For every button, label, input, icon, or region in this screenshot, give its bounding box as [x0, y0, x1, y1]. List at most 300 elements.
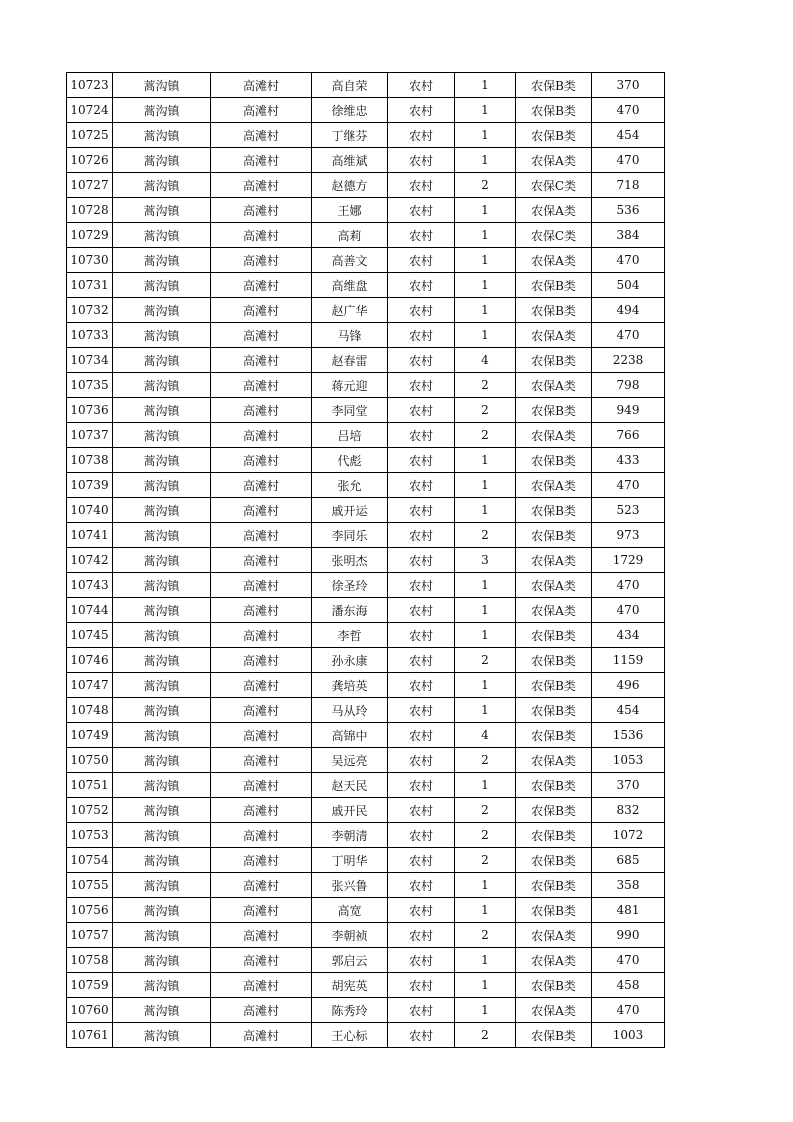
member-count-cell: 1 — [455, 148, 516, 173]
town-cell: 蒿沟镇 — [113, 498, 211, 523]
village-cell: 高滩村 — [211, 73, 312, 98]
table-row — [67, 723, 665, 748]
table-row — [67, 523, 665, 548]
village-cell: 高滩村 — [211, 223, 312, 248]
village-cell: 高滩村 — [211, 323, 312, 348]
member-count-cell: 2 — [455, 798, 516, 823]
table-row — [67, 973, 665, 998]
category-cell: 农保A类 — [516, 998, 592, 1023]
table-row — [67, 448, 665, 473]
town-cell: 蒿沟镇 — [113, 198, 211, 223]
name-cell: 高自荣 — [312, 73, 388, 98]
town-cell: 蒿沟镇 — [113, 673, 211, 698]
village-cell: 高滩村 — [211, 998, 312, 1023]
name-cell: 代彪 — [312, 448, 388, 473]
town-cell: 蒿沟镇 — [113, 798, 211, 823]
table-row — [67, 248, 665, 273]
amount-cell: 1072 — [592, 823, 665, 848]
category-cell: 农保B类 — [516, 448, 592, 473]
village-cell: 高滩村 — [211, 1023, 312, 1048]
amount-cell: 1536 — [592, 723, 665, 748]
town-cell: 蒿沟镇 — [113, 873, 211, 898]
household-type-cell: 农村 — [388, 323, 455, 348]
village-cell: 高滩村 — [211, 423, 312, 448]
town-cell: 蒿沟镇 — [113, 998, 211, 1023]
village-cell: 高滩村 — [211, 648, 312, 673]
category-cell: 农保B类 — [516, 898, 592, 923]
member-count-cell: 1 — [455, 198, 516, 223]
name-cell: 赵春雷 — [312, 348, 388, 373]
household-type-cell: 农村 — [388, 398, 455, 423]
household-type-cell: 农村 — [388, 498, 455, 523]
village-cell: 高滩村 — [211, 823, 312, 848]
name-cell: 高莉 — [312, 223, 388, 248]
village-cell: 高滩村 — [211, 848, 312, 873]
table-row — [67, 923, 665, 948]
amount-cell: 470 — [592, 148, 665, 173]
member-count-cell: 1 — [455, 498, 516, 523]
village-cell: 高滩村 — [211, 698, 312, 723]
village-cell: 高滩村 — [211, 573, 312, 598]
household-type-cell: 农村 — [388, 298, 455, 323]
table-row — [67, 748, 665, 773]
member-count-cell: 2 — [455, 1023, 516, 1048]
name-cell: 潘东海 — [312, 598, 388, 623]
town-cell: 蒿沟镇 — [113, 598, 211, 623]
amount-cell: 523 — [592, 498, 665, 523]
record-id-cell: 10728 — [67, 198, 113, 223]
village-cell: 高滩村 — [211, 723, 312, 748]
member-count-cell: 2 — [455, 523, 516, 548]
member-count-cell: 2 — [455, 648, 516, 673]
village-cell: 高滩村 — [211, 348, 312, 373]
household-type-cell: 农村 — [388, 548, 455, 573]
village-cell: 高滩村 — [211, 98, 312, 123]
amount-cell: 1003 — [592, 1023, 665, 1048]
record-id-cell: 10742 — [67, 548, 113, 573]
amount-cell: 766 — [592, 423, 665, 448]
household-type-cell: 农村 — [388, 523, 455, 548]
amount-cell: 470 — [592, 98, 665, 123]
amount-cell: 685 — [592, 848, 665, 873]
member-count-cell: 1 — [455, 473, 516, 498]
member-count-cell: 1 — [455, 673, 516, 698]
amount-cell: 1053 — [592, 748, 665, 773]
village-cell: 高滩村 — [211, 923, 312, 948]
village-cell: 高滩村 — [211, 773, 312, 798]
record-id-cell: 10752 — [67, 798, 113, 823]
household-type-cell: 农村 — [388, 998, 455, 1023]
town-cell: 蒿沟镇 — [113, 973, 211, 998]
name-cell: 张兴鲁 — [312, 873, 388, 898]
village-cell: 高滩村 — [211, 173, 312, 198]
household-type-cell: 农村 — [388, 673, 455, 698]
record-id-cell: 10746 — [67, 648, 113, 673]
village-cell: 高滩村 — [211, 473, 312, 498]
category-cell: 农保B类 — [516, 123, 592, 148]
household-type-cell: 农村 — [388, 848, 455, 873]
member-count-cell: 1 — [455, 223, 516, 248]
record-id-cell: 10732 — [67, 298, 113, 323]
town-cell: 蒿沟镇 — [113, 98, 211, 123]
member-count-cell: 1 — [455, 973, 516, 998]
amount-cell: 470 — [592, 948, 665, 973]
household-type-cell: 农村 — [388, 223, 455, 248]
name-cell: 吴远亮 — [312, 748, 388, 773]
member-count-cell: 1 — [455, 623, 516, 648]
category-cell: 农保B类 — [516, 73, 592, 98]
village-cell: 高滩村 — [211, 273, 312, 298]
category-cell: 农保A类 — [516, 198, 592, 223]
member-count-cell: 1 — [455, 248, 516, 273]
table-row — [67, 298, 665, 323]
record-id-cell: 10735 — [67, 373, 113, 398]
village-cell: 高滩村 — [211, 748, 312, 773]
category-cell: 农保A类 — [516, 473, 592, 498]
member-count-cell: 4 — [455, 723, 516, 748]
household-type-cell: 农村 — [388, 98, 455, 123]
member-count-cell: 1 — [455, 298, 516, 323]
member-count-cell: 2 — [455, 823, 516, 848]
village-cell: 高滩村 — [211, 673, 312, 698]
member-count-cell: 3 — [455, 548, 516, 573]
amount-cell: 358 — [592, 873, 665, 898]
category-cell: 农保B类 — [516, 498, 592, 523]
name-cell: 高维盘 — [312, 273, 388, 298]
table-row — [67, 198, 665, 223]
table-row — [67, 1023, 665, 1048]
name-cell: 龚培英 — [312, 673, 388, 698]
table-row — [67, 648, 665, 673]
household-type-cell: 农村 — [388, 623, 455, 648]
record-id-cell: 10730 — [67, 248, 113, 273]
name-cell: 马锋 — [312, 323, 388, 348]
town-cell: 蒿沟镇 — [113, 373, 211, 398]
record-id-cell: 10759 — [67, 973, 113, 998]
member-count-cell: 1 — [455, 873, 516, 898]
name-cell: 张允 — [312, 473, 388, 498]
household-type-cell: 农村 — [388, 948, 455, 973]
category-cell: 农保B类 — [516, 398, 592, 423]
amount-cell: 470 — [592, 473, 665, 498]
category-cell: 农保B类 — [516, 848, 592, 873]
record-id-cell: 10761 — [67, 1023, 113, 1048]
household-type-cell: 农村 — [388, 873, 455, 898]
category-cell: 农保B类 — [516, 273, 592, 298]
name-cell: 蒋元迎 — [312, 373, 388, 398]
amount-cell: 536 — [592, 198, 665, 223]
member-count-cell: 2 — [455, 373, 516, 398]
name-cell: 陈秀玲 — [312, 998, 388, 1023]
town-cell: 蒿沟镇 — [113, 1023, 211, 1048]
record-id-cell: 10751 — [67, 773, 113, 798]
town-cell: 蒿沟镇 — [113, 723, 211, 748]
household-type-cell: 农村 — [388, 273, 455, 298]
table-row — [67, 598, 665, 623]
table-row — [67, 98, 665, 123]
category-cell: 农保A类 — [516, 573, 592, 598]
record-id-cell: 10734 — [67, 348, 113, 373]
record-id-cell: 10731 — [67, 273, 113, 298]
household-type-cell: 农村 — [388, 773, 455, 798]
table-row — [67, 173, 665, 198]
category-cell: 农保B类 — [516, 348, 592, 373]
town-cell: 蒿沟镇 — [113, 398, 211, 423]
village-cell: 高滩村 — [211, 498, 312, 523]
record-id-cell: 10736 — [67, 398, 113, 423]
village-cell: 高滩村 — [211, 523, 312, 548]
member-count-cell: 2 — [455, 848, 516, 873]
member-count-cell: 1 — [455, 998, 516, 1023]
category-cell: 农保A类 — [516, 423, 592, 448]
record-id-cell: 10753 — [67, 823, 113, 848]
member-count-cell: 1 — [455, 573, 516, 598]
village-cell: 高滩村 — [211, 873, 312, 898]
amount-cell: 470 — [592, 598, 665, 623]
village-cell: 高滩村 — [211, 448, 312, 473]
village-cell: 高滩村 — [211, 123, 312, 148]
town-cell: 蒿沟镇 — [113, 573, 211, 598]
records-table — [66, 72, 665, 1048]
name-cell: 李哲 — [312, 623, 388, 648]
table-row — [67, 223, 665, 248]
amount-cell: 494 — [592, 298, 665, 323]
household-type-cell: 农村 — [388, 248, 455, 273]
name-cell: 李朝清 — [312, 823, 388, 848]
member-count-cell: 2 — [455, 923, 516, 948]
category-cell: 农保B类 — [516, 973, 592, 998]
name-cell: 胡宪英 — [312, 973, 388, 998]
household-type-cell: 农村 — [388, 148, 455, 173]
table-row — [67, 798, 665, 823]
table-row — [67, 423, 665, 448]
village-cell: 高滩村 — [211, 948, 312, 973]
record-id-cell: 10740 — [67, 498, 113, 523]
category-cell: 农保A类 — [516, 923, 592, 948]
household-type-cell: 农村 — [388, 123, 455, 148]
name-cell: 丁明华 — [312, 848, 388, 873]
member-count-cell: 1 — [455, 273, 516, 298]
amount-cell: 470 — [592, 323, 665, 348]
town-cell: 蒿沟镇 — [113, 148, 211, 173]
category-cell: 农保A类 — [516, 748, 592, 773]
record-id-cell: 10725 — [67, 123, 113, 148]
name-cell: 赵天民 — [312, 773, 388, 798]
village-cell: 高滩村 — [211, 623, 312, 648]
category-cell: 农保C类 — [516, 173, 592, 198]
member-count-cell: 1 — [455, 773, 516, 798]
category-cell: 农保B类 — [516, 773, 592, 798]
category-cell: 农保B类 — [516, 98, 592, 123]
name-cell: 李同堂 — [312, 398, 388, 423]
name-cell: 王娜 — [312, 198, 388, 223]
town-cell: 蒿沟镇 — [113, 848, 211, 873]
town-cell: 蒿沟镇 — [113, 523, 211, 548]
name-cell: 高善文 — [312, 248, 388, 273]
household-type-cell: 农村 — [388, 798, 455, 823]
category-cell: 农保B类 — [516, 298, 592, 323]
amount-cell: 832 — [592, 798, 665, 823]
member-count-cell: 1 — [455, 98, 516, 123]
table-row — [67, 673, 665, 698]
village-cell: 高滩村 — [211, 298, 312, 323]
amount-cell: 949 — [592, 398, 665, 423]
name-cell: 高宽 — [312, 898, 388, 923]
amount-cell: 718 — [592, 173, 665, 198]
name-cell: 徐维忠 — [312, 98, 388, 123]
record-id-cell: 10743 — [67, 573, 113, 598]
table-row — [67, 573, 665, 598]
category-cell: 农保B类 — [516, 673, 592, 698]
household-type-cell: 农村 — [388, 923, 455, 948]
name-cell: 李同乐 — [312, 523, 388, 548]
category-cell: 农保B类 — [516, 823, 592, 848]
amount-cell: 470 — [592, 573, 665, 598]
household-type-cell: 农村 — [388, 173, 455, 198]
town-cell: 蒿沟镇 — [113, 948, 211, 973]
name-cell: 赵广华 — [312, 298, 388, 323]
name-cell: 高维斌 — [312, 148, 388, 173]
table-row — [67, 398, 665, 423]
table-row — [67, 473, 665, 498]
table-row — [67, 548, 665, 573]
amount-cell: 1729 — [592, 548, 665, 573]
record-id-cell: 10749 — [67, 723, 113, 748]
category-cell: 农保A类 — [516, 373, 592, 398]
category-cell: 农保A类 — [516, 148, 592, 173]
amount-cell: 370 — [592, 73, 665, 98]
table-row — [67, 998, 665, 1023]
table-row — [67, 823, 665, 848]
record-id-cell: 10756 — [67, 898, 113, 923]
record-id-cell: 10755 — [67, 873, 113, 898]
household-type-cell: 农村 — [388, 448, 455, 473]
member-count-cell: 1 — [455, 598, 516, 623]
table-row — [67, 73, 665, 98]
household-type-cell: 农村 — [388, 698, 455, 723]
record-id-cell: 10729 — [67, 223, 113, 248]
record-id-cell: 10760 — [67, 998, 113, 1023]
amount-cell: 433 — [592, 448, 665, 473]
town-cell: 蒿沟镇 — [113, 773, 211, 798]
village-cell: 高滩村 — [211, 398, 312, 423]
village-cell: 高滩村 — [211, 248, 312, 273]
household-type-cell: 农村 — [388, 648, 455, 673]
category-cell: 农保C类 — [516, 223, 592, 248]
name-cell: 吕培 — [312, 423, 388, 448]
table-row — [67, 348, 665, 373]
category-cell: 农保B类 — [516, 648, 592, 673]
category-cell: 农保A类 — [516, 598, 592, 623]
name-cell: 张明杰 — [312, 548, 388, 573]
record-id-cell: 10745 — [67, 623, 113, 648]
town-cell: 蒿沟镇 — [113, 823, 211, 848]
member-count-cell: 2 — [455, 748, 516, 773]
member-count-cell: 1 — [455, 898, 516, 923]
name-cell: 徐圣玲 — [312, 573, 388, 598]
household-type-cell: 农村 — [388, 348, 455, 373]
table-row — [67, 948, 665, 973]
record-id-cell: 10733 — [67, 323, 113, 348]
household-type-cell: 农村 — [388, 598, 455, 623]
amount-cell: 798 — [592, 373, 665, 398]
category-cell: 农保A类 — [516, 548, 592, 573]
amount-cell: 1159 — [592, 648, 665, 673]
name-cell: 王心标 — [312, 1023, 388, 1048]
amount-cell: 973 — [592, 523, 665, 548]
record-id-cell: 10727 — [67, 173, 113, 198]
town-cell: 蒿沟镇 — [113, 298, 211, 323]
category-cell: 农保B类 — [516, 723, 592, 748]
record-id-cell: 10737 — [67, 423, 113, 448]
amount-cell: 384 — [592, 223, 665, 248]
category-cell: 农保A类 — [516, 323, 592, 348]
name-cell: 丁继芬 — [312, 123, 388, 148]
household-type-cell: 农村 — [388, 73, 455, 98]
record-id-cell: 10723 — [67, 73, 113, 98]
category-cell: 农保B类 — [516, 1023, 592, 1048]
name-cell: 高锦中 — [312, 723, 388, 748]
name-cell: 李朝祯 — [312, 923, 388, 948]
village-cell: 高滩村 — [211, 798, 312, 823]
name-cell: 孙永康 — [312, 648, 388, 673]
record-id-cell: 10750 — [67, 748, 113, 773]
table-row — [67, 373, 665, 398]
amount-cell: 458 — [592, 973, 665, 998]
record-id-cell: 10739 — [67, 473, 113, 498]
town-cell: 蒿沟镇 — [113, 273, 211, 298]
household-type-cell: 农村 — [388, 573, 455, 598]
town-cell: 蒿沟镇 — [113, 423, 211, 448]
record-id-cell: 10741 — [67, 523, 113, 548]
table-row — [67, 773, 665, 798]
household-type-cell: 农村 — [388, 823, 455, 848]
town-cell: 蒿沟镇 — [113, 923, 211, 948]
category-cell: 农保B类 — [516, 698, 592, 723]
member-count-cell: 2 — [455, 398, 516, 423]
town-cell: 蒿沟镇 — [113, 448, 211, 473]
table-row — [67, 698, 665, 723]
name-cell: 郭启云 — [312, 948, 388, 973]
member-count-cell: 4 — [455, 348, 516, 373]
member-count-cell: 2 — [455, 173, 516, 198]
table-row — [67, 898, 665, 923]
member-count-cell: 1 — [455, 123, 516, 148]
record-id-cell: 10724 — [67, 98, 113, 123]
village-cell: 高滩村 — [211, 198, 312, 223]
amount-cell: 470 — [592, 248, 665, 273]
village-cell: 高滩村 — [211, 548, 312, 573]
amount-cell: 454 — [592, 698, 665, 723]
name-cell: 戚开民 — [312, 798, 388, 823]
category-cell: 农保B类 — [516, 798, 592, 823]
household-type-cell: 农村 — [388, 748, 455, 773]
table-row — [67, 498, 665, 523]
table-row — [67, 148, 665, 173]
table-row — [67, 123, 665, 148]
town-cell: 蒿沟镇 — [113, 173, 211, 198]
records-table-body — [67, 73, 665, 1048]
category-cell: 农保B类 — [516, 623, 592, 648]
town-cell: 蒿沟镇 — [113, 323, 211, 348]
member-count-cell: 1 — [455, 73, 516, 98]
town-cell: 蒿沟镇 — [113, 548, 211, 573]
member-count-cell: 1 — [455, 323, 516, 348]
category-cell: 农保B类 — [516, 523, 592, 548]
member-count-cell: 1 — [455, 698, 516, 723]
village-cell: 高滩村 — [211, 148, 312, 173]
table-row — [67, 323, 665, 348]
